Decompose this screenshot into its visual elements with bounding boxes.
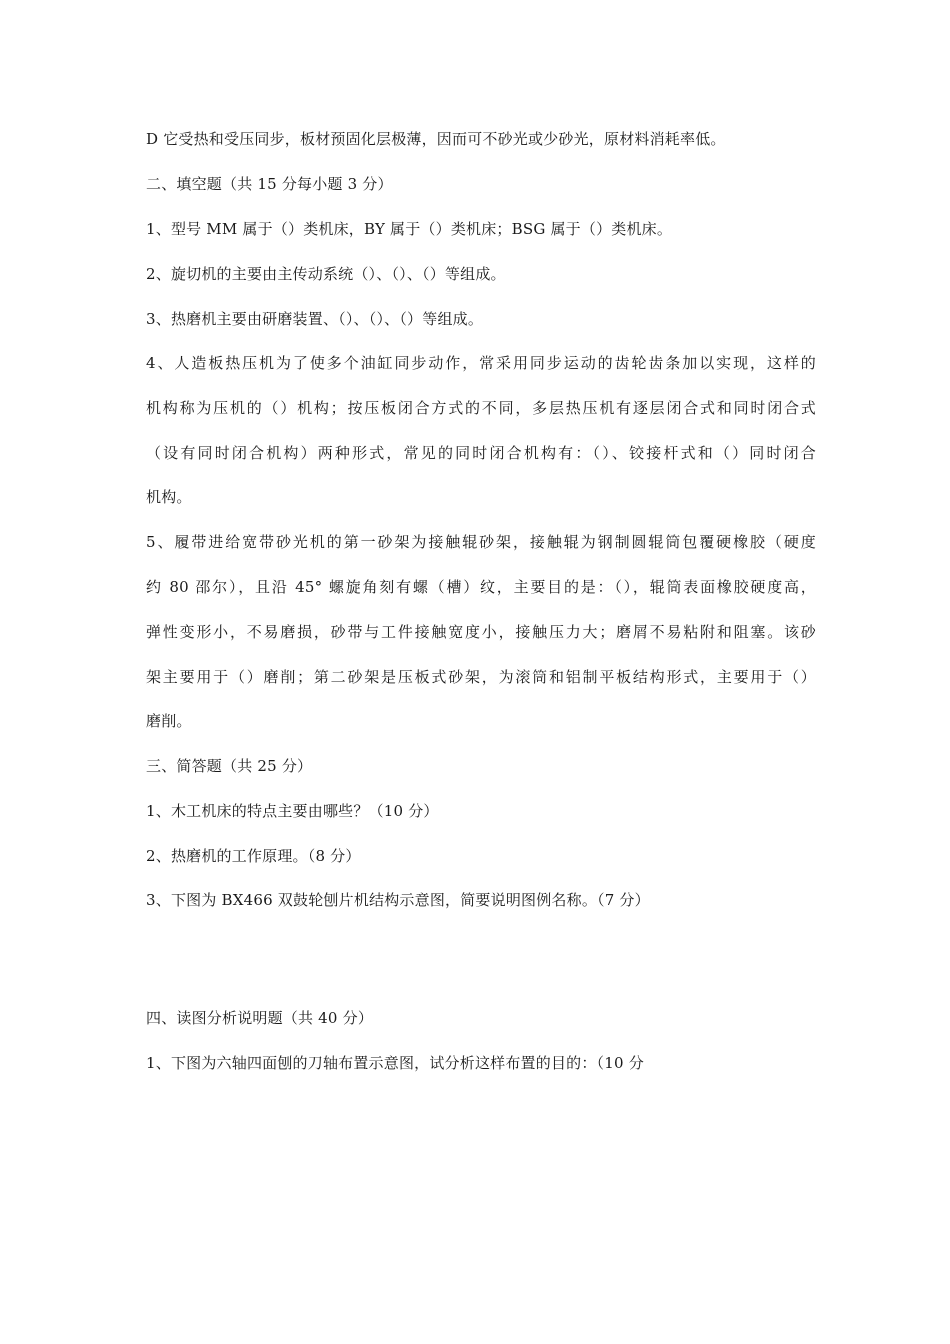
question-short-2: 2、热磨机的工作原理。（8 分） bbox=[146, 847, 361, 865]
question-fill-4-line-2: 机构称为压机的（）机构；按压板闭合方式的不同，多层热压机有逐层闭合式和同时闭合式 bbox=[146, 399, 816, 417]
question-fill-5-line-3: 弹性变形小，不易磨损，砂带与工件接触宽度小，接触压力大；磨屑不易粘附和阻塞。该砂 bbox=[146, 623, 816, 641]
paragraph-option-d: D 它受热和受压同步，板材预固化层极薄，因而可不砂光或少砂光，原材料消耗率低。 bbox=[146, 130, 726, 148]
question-fill-4-line-1: 4、人造板热压机为了使多个油缸同步动作，常采用同步运动的齿轮齿条加以实现，这样的 bbox=[146, 354, 816, 372]
question-fill-2: 2、旋切机的主要由主传动系统（）、（）、（）等组成。 bbox=[146, 265, 506, 283]
question-short-1: 1、木工机床的特点主要由哪些？（10 分） bbox=[146, 802, 439, 820]
question-fill-5-line-1: 5、履带进给宽带砂光机的第一砂架为接触辊砂架，接触辊为钢制圆辊筒包覆硬橡胶（硬度 bbox=[146, 533, 816, 551]
section-heading-fill-in: 二、填空题（共 15 分每小题 3 分） bbox=[146, 175, 393, 193]
question-fill-4-line-4: 机构。 bbox=[146, 488, 192, 506]
section-heading-short-answer: 三、简答题（共 25 分） bbox=[146, 757, 313, 775]
question-fill-5-line-2: 约 80 邵尔），且沿 45° 螺旋角刻有螺（槽）纹，主要目的是：（），辊筒表面橡胶硬度高， bbox=[146, 578, 816, 596]
question-diagram-1: 1、下图为六轴四面刨的刀轴布置示意图，试分析这样布置的目的：（10 分 bbox=[146, 1054, 644, 1072]
section-heading-diagram-analysis: 四、读图分析说明题（共 40 分） bbox=[146, 1009, 374, 1027]
question-fill-5-line-5: 磨削。 bbox=[146, 712, 192, 730]
question-short-3: 3、下图为 BX466 双鼓轮刨片机结构示意图，简要说明图例名称。（7 分） bbox=[146, 891, 650, 909]
question-fill-1: 1、型号 MM 属于（）类机床，BY 属于（）类机床；BSG 属于（）类机床。 bbox=[146, 220, 673, 238]
question-fill-5-line-4: 架主要用于（）磨削；第二砂架是压板式砂架，为滚筒和铝制平板结构形式，主要用于（） bbox=[146, 668, 816, 686]
question-fill-4-line-3: （设有同时闭合机构）两种形式，常见的同时闭合机构有：（）、铰接杆式和（）同时闭合 bbox=[146, 444, 816, 462]
question-fill-3: 3、热磨机主要由研磨装置、（）、（）、（）等组成。 bbox=[146, 310, 484, 328]
